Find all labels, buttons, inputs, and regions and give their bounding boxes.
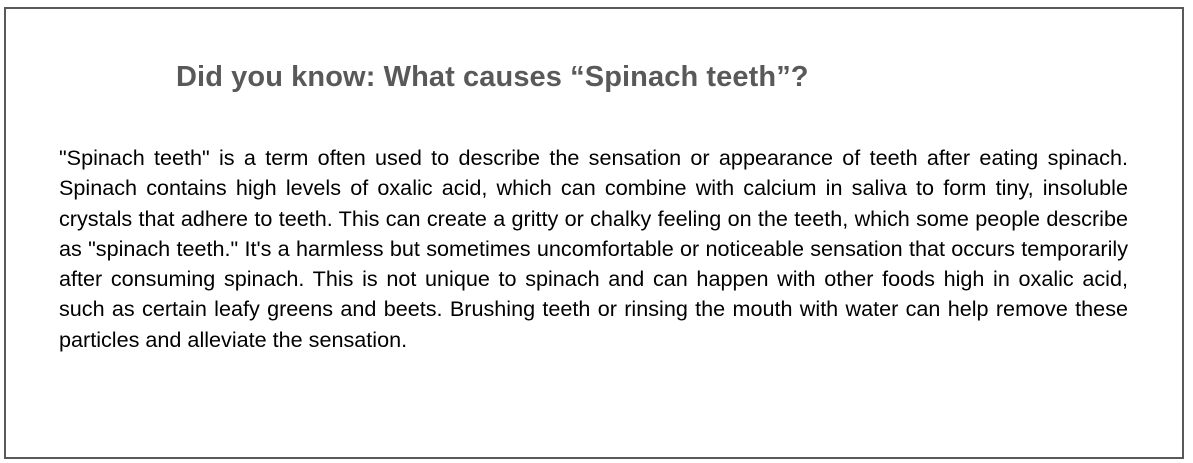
card-title: Did you know: What causes “Spinach teeth”? <box>176 61 809 93</box>
info-card <box>4 7 1184 459</box>
card-body-text: "Spinach teeth" is a term often used to describe the sensation or appearance of teeth after eating spinach. Spinach contains high levels of oxalic acid, which can combine with calcium in saliva to form tiny, insoluble crystals that adhere to teeth. This can create a gritty or chalky feeling on the teeth, which some people describe as "spinach teeth." It's a harmless but sometimes uncomfortable or noticeable sensation that occurs temporarily after consuming spinach. This is not unique to spinach and can happen with other foods high in oxalic acid, such as certain leafy greens and beets. Brushing teeth or rinsing the mouth with water can help remove these particles and alleviate the sensation. <box>59 145 1128 352</box>
